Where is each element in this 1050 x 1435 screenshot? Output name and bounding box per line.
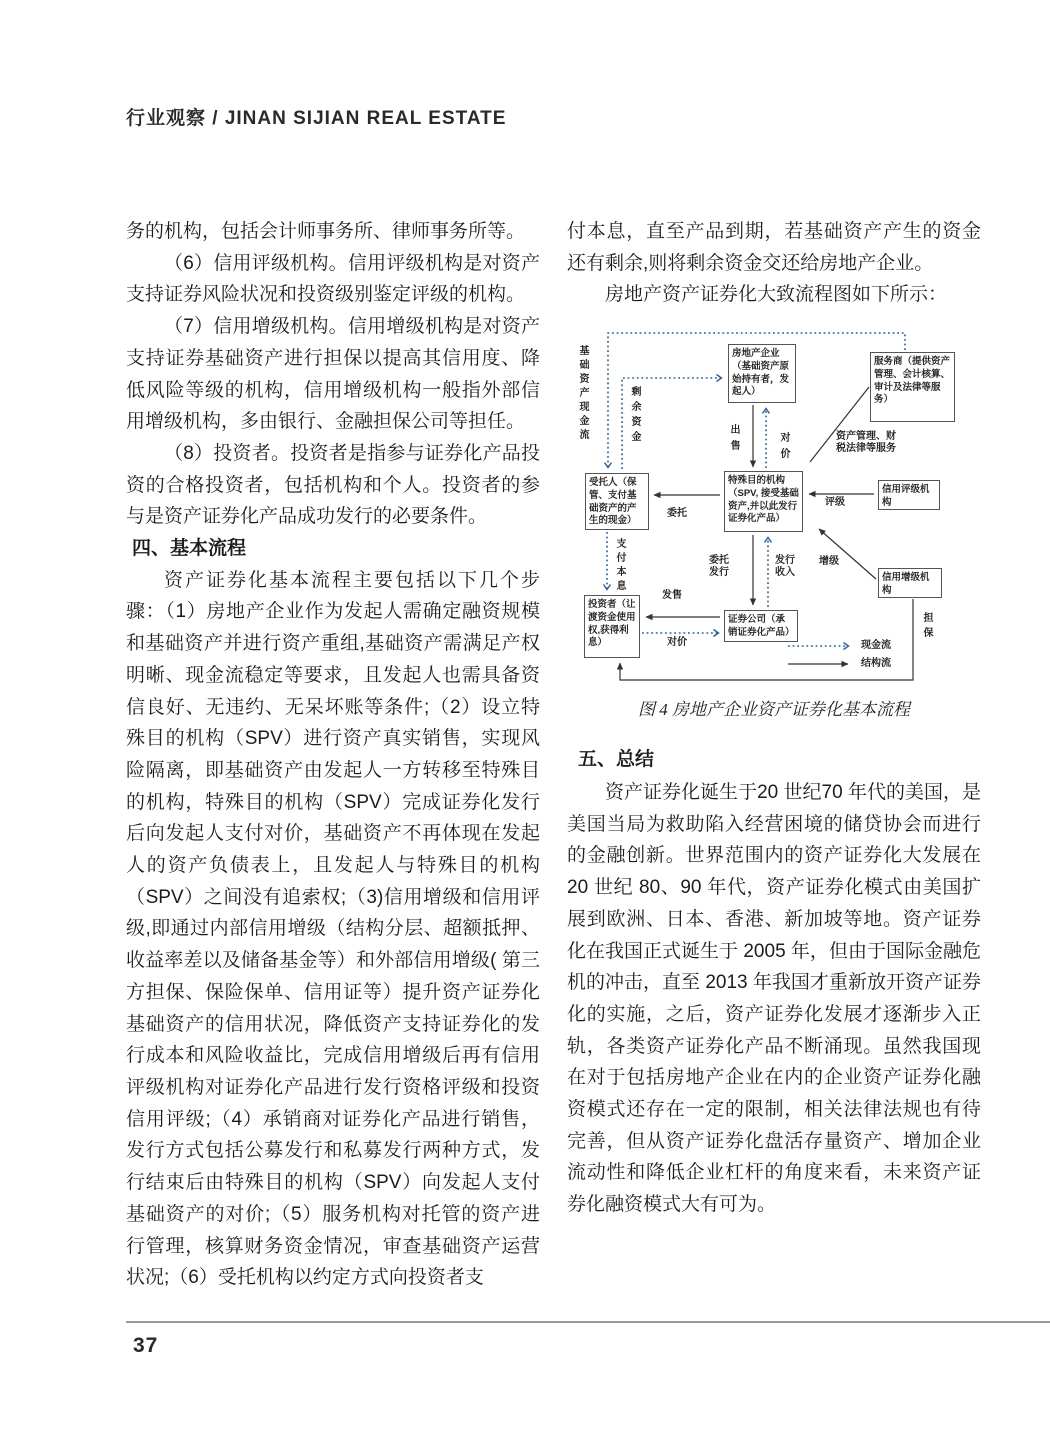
label-asset-mgmt-services: 资产管理、财税法律等服务 <box>836 431 896 454</box>
label-pay-principal-interest: 支付本息 <box>614 538 625 594</box>
right-column-summary <box>567 777 981 1221</box>
figure-caption: 图 4 房地产企业资产证券化基本流程 <box>638 700 910 719</box>
body-paragraph: 房地产资产证券化大致流程图如下所示： <box>605 284 948 306</box>
label-consideration-bottom: 对价 <box>667 637 687 648</box>
body-paragraph: 资产证券化基本流程主要包括以下几个步骤：（1）房地产企业作为发起人需确定融资规模和基础资产并进行资产重组,基础资产需满足产权明晰、现金流稳定等要求，且发起人也需具备资信良好、无违约、无呆坏账等条件;（2）设立特殊目的机构（SPV）进行资产真实销售，实现风险隔离，即基础资产由发起人一方转移至特殊目的机构，特殊目的机构（SPV）完成证券化发行后向发起人支付对价，基础资产不再体现在发起人的资产负债表上，且发起人与特殊目的机构（SPV）之间没有追索权;（3)信用增级和信用评级,即通过内部信用增级（结构分层、超额抵押、收益率差以及储备基金等）和外部信用增级( 第三方担保、保险保单、信用证等）提升资产证券化基础资产的信用状况，降低资产支持证券化的发行成本和风险收益比，完成信用增级后再有信用评级机构对证券化产品进行发行资格评级和投资信用评级;（4）承销商对证券化产品进行销售，发行方式包括公募发行和私募发行两种方式，发行结束后由特殊目的机构（SPV）向发起人支付基础资产的对价;（5）服务机构对托管的资产进行管理，核算财务资金情况，审查基础资产运营状况;（6）受托机构以约定方式向投资者支 <box>126 569 540 1289</box>
flow-box-investor: 投资者（让渡资金使用权,获得利息） <box>584 595 640 658</box>
flow-box-trustee: 受托人（保管、支付基础资产的产生的现金） <box>585 473 649 530</box>
securitization-flowchart <box>570 328 966 690</box>
label-entrust-issue: 委托发行 <box>709 555 729 578</box>
body-paragraph: （8）投资者。投资者是指参与证券化产品投资的合格投资者，包括机构和个人。投资者的参与是资产证券化产品成功发行的必要条件。 <box>126 442 540 528</box>
page-number: 37 <box>133 1334 159 1357</box>
flow-box-servicer: 服务商（提供资产管理、会计核算、审计及法律等服务） <box>870 352 955 422</box>
label-consideration-top: 对价 <box>778 432 789 464</box>
label-guarantee: 担保 <box>921 612 932 642</box>
legend-structure-flow: 结构流 <box>861 658 891 669</box>
flow-box-developer: 房地产企业（基础资产原始持有者，发起人） <box>728 344 796 403</box>
body-paragraph: 付本息，直至产品到期，若基础资产产生的资金还有剩余,则将剩余资金交还给房地产企业。 <box>567 221 981 274</box>
flow-box-spv: 特殊目的机构（SPV, 接受基础资产,并以此发行证券化产品） <box>724 471 803 532</box>
right-column-top <box>567 216 981 311</box>
body-paragraph: （7）信用增级机构。信用增级机构是对资产支持证券基础资产进行担保以提高其信用度、降低风险等级的机构，信用增级机构一般指外部信用增级机构，多由银行、金融担保公司等担任。 <box>126 316 540 433</box>
page-header: 行业观察 / JINAN SIJIAN REAL ESTATE <box>126 108 507 129</box>
left-column <box>126 216 540 1294</box>
flow-box-enhancement-agency: 信用增级机构 <box>878 568 942 598</box>
label-underlying-cash-flow: 基础资产现金流 <box>577 345 588 443</box>
body-paragraph: 务的机构，包括会计师事务所、律师事务所等。 <box>126 221 526 242</box>
label-rating: 评级 <box>825 497 845 508</box>
label-enhance: 增级 <box>819 556 839 567</box>
label-issue-income: 发行收入 <box>775 555 795 578</box>
body-paragraph: （6）信用评级机构。信用评级机构是对资产支持证券风险状况和投资级别鉴定评级的机构。 <box>126 252 540 306</box>
label-sell: 出售 <box>728 424 739 456</box>
section-heading-5: 五、总结 <box>578 749 655 770</box>
label-sale: 发售 <box>662 590 682 601</box>
footer-divider <box>126 1321 1050 1323</box>
label-entrust: 委托 <box>667 508 687 519</box>
body-paragraph: 资产证券化诞生于20 世纪70 年代的美国，是美国当局为救助陷入经营困境的储贷协会而进行的金融创新。世界范围内的资产证券化大发展在 20 世纪 80、90 年代，资产证券化模式由美国扩展到欧洲、日本、香港、新加坡等地。资产证券化在我国正式诞生于 2005 年，但由于国际金融危机的冲击，直至 2013 年我国才重新放开资产证券化的实施，之后，资产证券化发展才逐渐步入正轨，各类资产证券化产品不断涌现。虽然我国现在对于包括房地产企业在内的企业资产证券化融资模式还存在一定的限制，相关法律法规也有待完善，但从资产证券化盘活存量资产、增加企业流动性和降低企业杠杆的角度来看，未来资产证券化融资模式大有可为。 <box>567 782 981 1216</box>
flow-box-underwriter: 证券公司（承销证券化产品） <box>724 610 798 642</box>
legend-cash-flow: 现金流 <box>861 640 891 651</box>
flow-box-rating-agency: 信用评级机构 <box>878 480 940 510</box>
label-surplus-funds: 剩余资金 <box>629 386 640 446</box>
section-heading-4: 四、基本流程 <box>132 538 247 560</box>
